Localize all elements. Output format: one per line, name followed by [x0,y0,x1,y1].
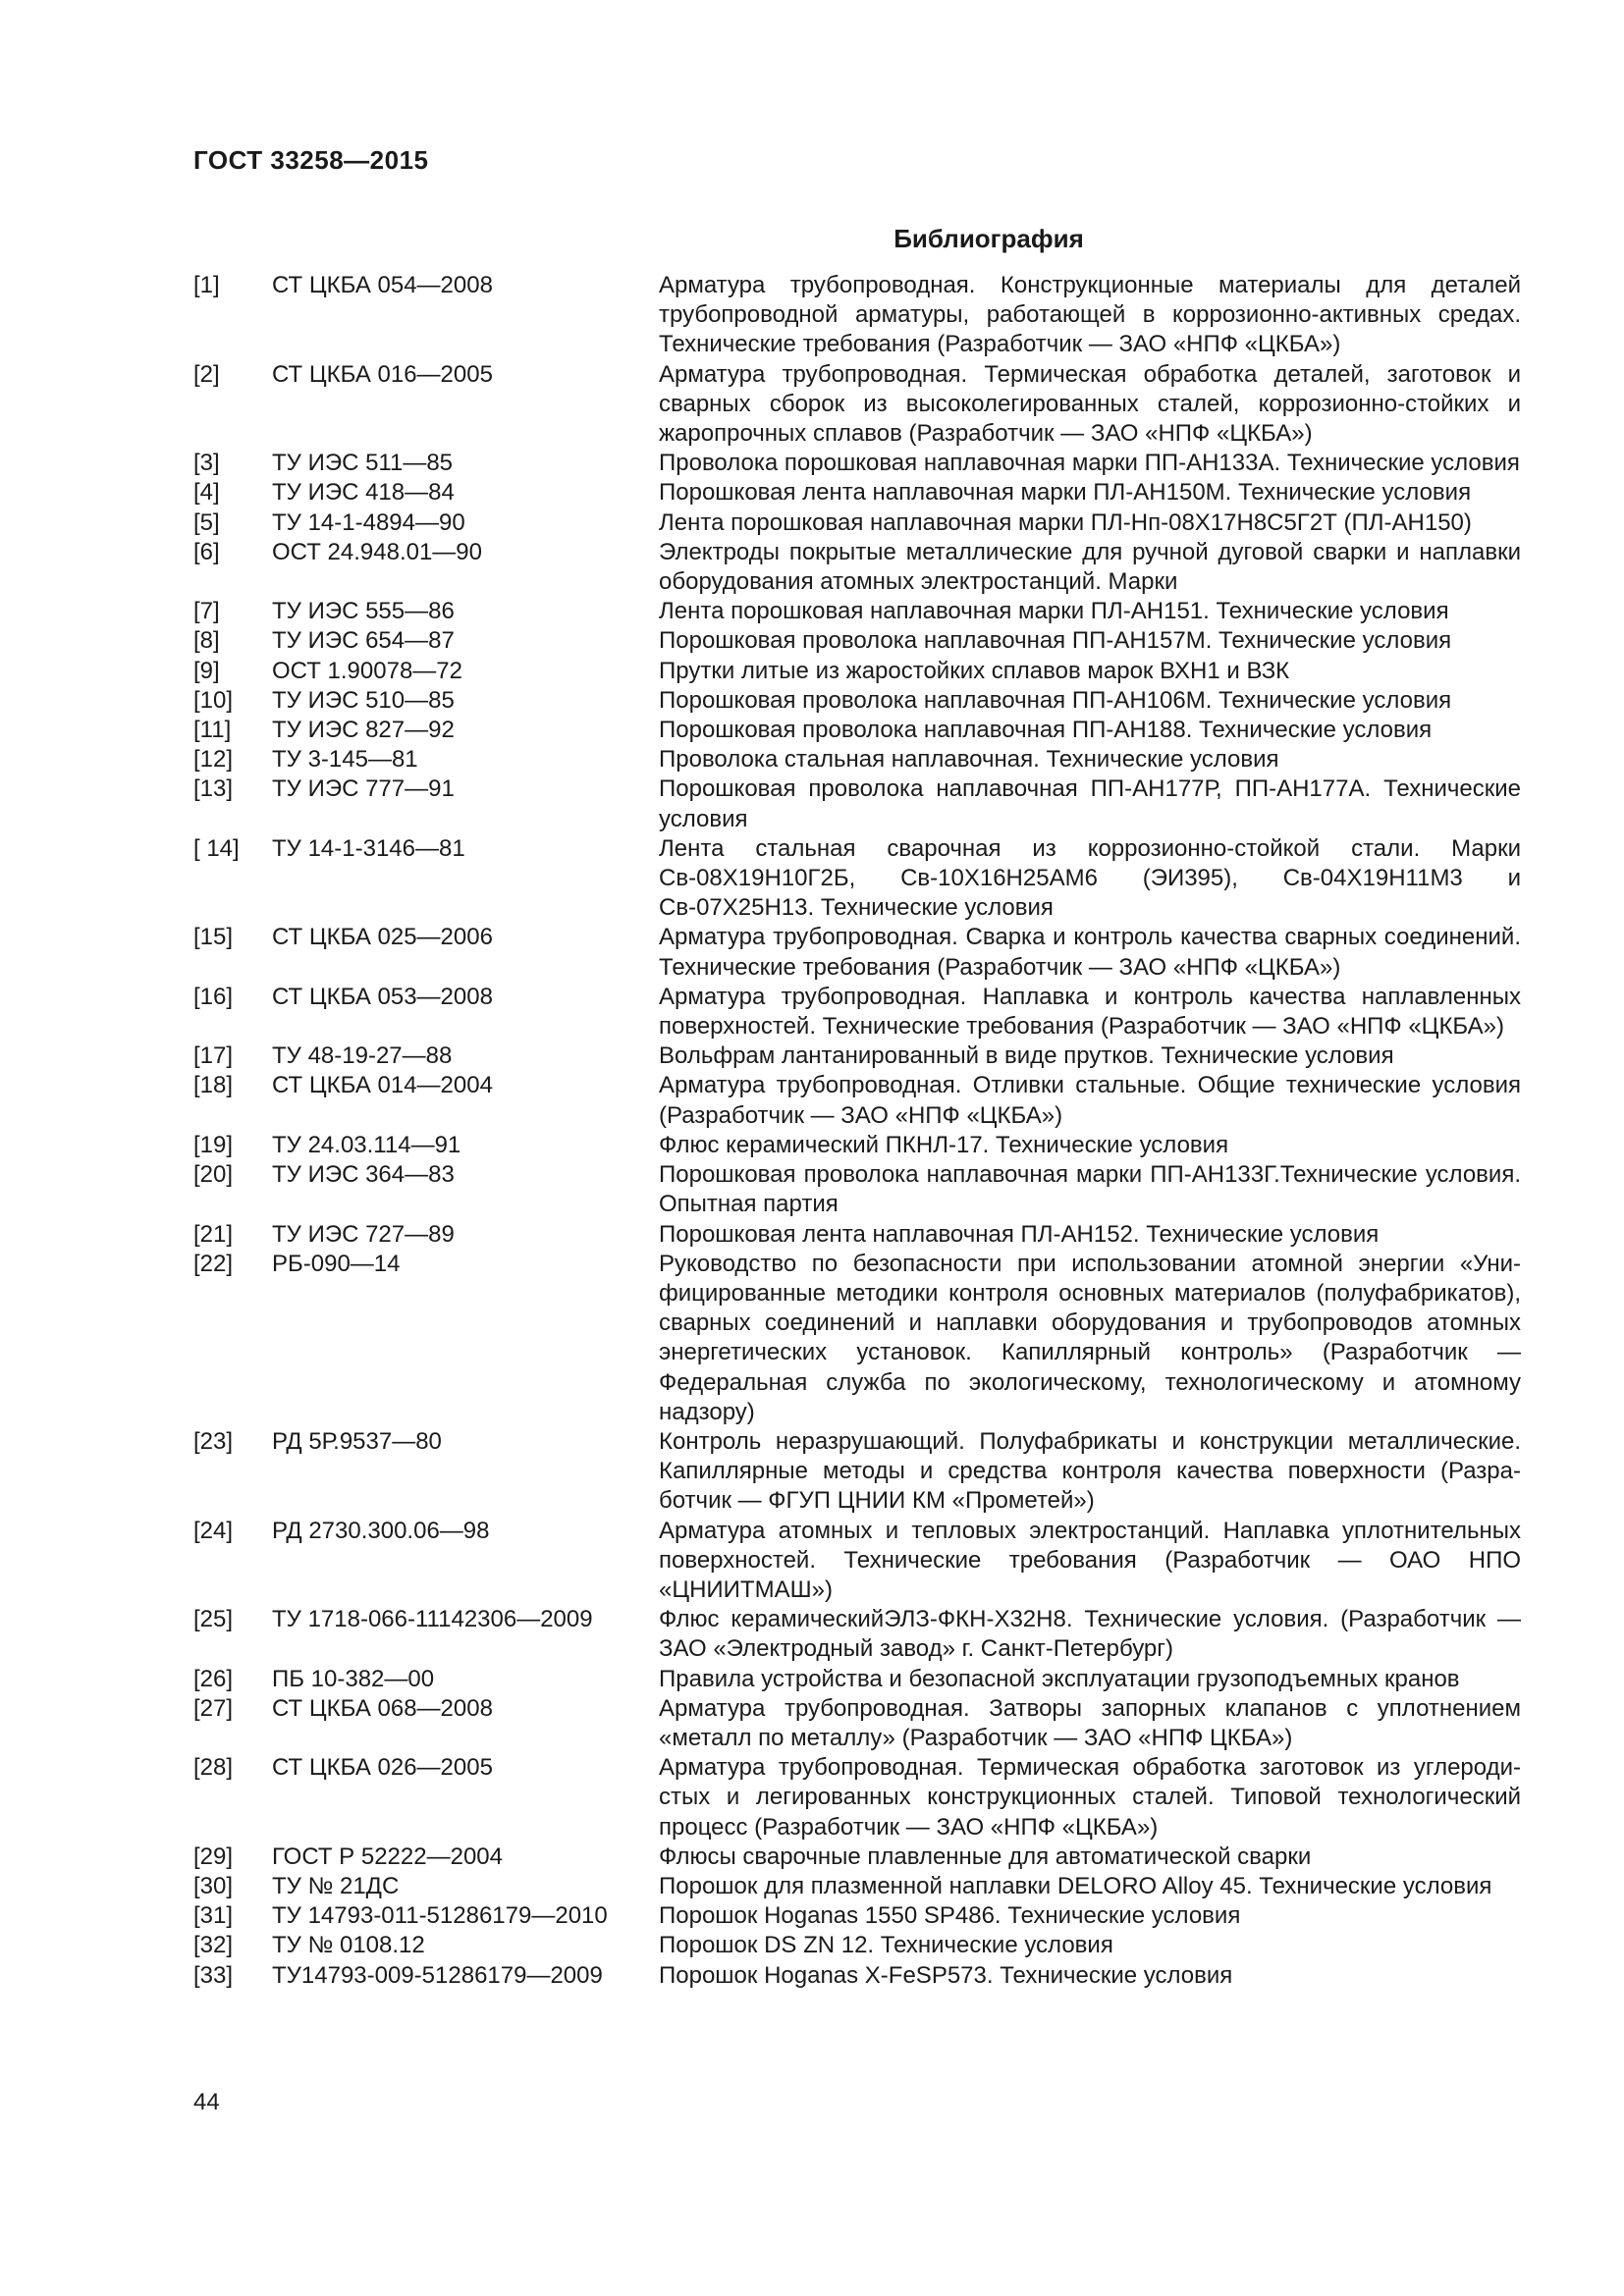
entry-number: [20] [193,1161,234,1189]
entry-number: [33] [193,1961,234,1989]
entry-title: Лента порошковая наплавочная марки ПЛ-Нп-08Х17Н8С5Г2Т (ПЛ-АН150) [659,508,1472,536]
entry-title: Порошковая проволока наплавочная ПП-АН106М. Технические условия [659,686,1452,714]
bibliography-entry [193,626,1521,656]
entry-designation: ТУ ИЭС 364—83 [272,1161,455,1189]
entry-number: [3] [193,450,220,477]
entry-title: Электроды покрытые металлические для ручной дуговой сварки и наплавки оборудования атомных электростанций. Марки [659,538,1521,596]
entry-number: [29] [193,1842,234,1870]
entry-title: Проволока порошковая наплавочная марки ПП-АН133А. Технические условия [659,450,1520,477]
entry-number: [25] [193,1606,234,1633]
entry-title: Порошковая проволока наплавочная ПП-АН177Р, ПП-АН177А. Технические условия [659,775,1521,832]
entry-title: Правила устройства и безопасной эксплуатации грузоподъемных кранов [659,1665,1460,1692]
entry-designation: РД 5Р.9537—80 [272,1427,442,1455]
entry-title: Арматура атомных и тепловых электростанций. Наплавка уплотнительных поверхностей. Технические требования (Разработчик — ОАО НПО «ЦНИИТМАШ») [659,1517,1521,1603]
entry-number: [13] [193,775,234,803]
entry-title: Лента порошковая наплавочная марки ПЛ-АН151. Технические условия [659,598,1449,625]
entry-title: Руководство по безопасности при использовании атомной энергии «Унифицированные методики контроля основных материалов (полуфабрикатов), сварных соединений и наплавки оборудования и трубопроводов атомных энергетических установок. Капиллярный контроль» (Разработчик — Федеральная служба по экологическому, технологическому и атомному надзору) [659,1250,1521,1425]
entry-designation: РБ-090—14 [272,1250,401,1277]
entry-designation: ТУ ИЭС 418—84 [272,479,455,507]
entry-number: [32] [193,1932,234,1959]
bibliography-entry [193,1071,1521,1130]
entry-number: [15] [193,924,234,951]
document-code-header: ГОСТ 33258—2015 [193,145,429,175]
entry-number: [7] [193,598,220,625]
entry-number: [18] [193,1072,234,1099]
entry-number: [31] [193,1902,234,1930]
entry-title: Вольфрам лантанированный в виде прутков. Технические условия [659,1042,1394,1070]
bibliography-entry [193,1250,1521,1427]
entry-designation: ТУ ИЭС 511—85 [272,450,454,477]
entry-title: Порошковая проволока наплавочная ПП-АН188. Технические условия [659,717,1433,744]
bibliography-entry [193,1220,1521,1250]
entry-designation: ТУ 48-19-27—88 [272,1042,453,1070]
entry-designation: СТ ЦКБА 014—2004 [272,1072,493,1099]
bibliography-entry [193,1517,1521,1606]
entry-designation: СТ ЦКБА 016—2005 [272,360,493,388]
entry-number: [19] [193,1131,234,1158]
entry-designation: СТ ЦКБА 026—2005 [272,1754,493,1782]
bibliography-entry [193,1041,1521,1071]
entry-number: [10] [193,686,234,714]
bibliography-entry [193,1842,1521,1872]
bibliography-entry [193,1961,1521,1991]
page-number: 44 [193,2089,220,2115]
entry-designation: ТУ ИЭС 727—89 [272,1220,455,1248]
entry-number: [30] [193,1872,234,1899]
entry-title: Порошок DS ZN 12. Технические условия [659,1932,1113,1959]
entry-designation: ТУ ИЭС 654—87 [272,627,455,655]
bibliography-entry [193,774,1521,833]
entry-designation: ГОСТ Р 52222—2004 [272,1842,503,1870]
entry-title: Арматура трубопроводная. Термическая обработка заготовок из углеродистых и легированных конструкционных сталей. Типовой технологический процесс (Разработчик — ЗАО «НПФ «ЦКБА») [659,1754,1521,1841]
entry-designation: ТУ 14-1-4894—90 [272,508,465,536]
entry-number: [16] [193,983,234,1010]
entry-title: Арматура трубопроводная. Сварка и контроль качества сварных соединений. Технические требования (Разработчик — ЗАО «НПФ «ЦКБА») [659,924,1521,981]
entry-designation: ПБ 10-382—00 [272,1665,435,1692]
entry-designation: ОСТ 1.90078—72 [272,657,462,684]
bibliography-entry [193,716,1521,745]
entry-designation: ТУ 24.03.114—91 [272,1131,461,1158]
bibliography-entry [193,1931,1521,1960]
bibliography-entry [193,1131,1521,1160]
entry-number: [6] [193,538,220,565]
bibliography-entry [193,508,1521,538]
bibliography-entry [193,923,1521,982]
entry-number: [22] [193,1250,234,1277]
entry-number: [24] [193,1517,234,1544]
entry-designation: ТУ 3-145—81 [272,746,418,774]
entry-number: [9] [193,657,220,684]
bibliography-entry [193,1694,1521,1753]
bibliography-entry [193,1753,1521,1842]
entry-number: [11] [193,717,232,744]
entry-title: Флюс керамическийЭЛЗ-ФКН-Х32Н8. Технические условия. (Разработчик — ЗАО «Электродный завод» г. Санкт-Петербург) [659,1606,1521,1663]
entry-designation: ТУ ИЭС 510—85 [272,686,455,714]
bibliography-entry [193,478,1521,507]
entry-number: [17] [193,1042,234,1070]
bibliography-entry [193,597,1521,626]
bibliography-entry [193,686,1521,716]
entry-designation: ТУ № 21ДС [272,1872,400,1899]
entry-designation: ТУ14793-009-51286179—2009 [272,1961,603,1989]
entry-number: [28] [193,1754,234,1782]
entry-title: Порошковая проволока наплавочная марки ПП-АН133Г.Технические условия. Опытная партия [659,1161,1521,1218]
entry-number: [26] [193,1665,234,1692]
entry-title: Флюсы сварочные плавленные для автоматической сварки [659,1842,1312,1870]
entry-number: [ 14] [193,834,240,862]
entry-number: [8] [193,627,220,655]
entry-title: Арматура трубопроводная. Отливки стальные. Общие технические условия (Разработчик — ЗАО «НПФ «ЦКБА») [659,1072,1521,1129]
bibliography-entry [193,983,1521,1041]
entry-number: [4] [193,479,220,507]
bibliography-entry [193,271,1521,360]
entry-title: Прутки литые из жаростойких сплавов марок ВХН1 и ВЗК [659,657,1290,684]
entry-designation: ТУ ИЭС 555—86 [272,598,455,625]
entry-title: Порошок Hoganas 1550 SP486. Технические условия [659,1902,1241,1930]
entry-title: Порошок Hoganas X-FeSP573. Технические условия [659,1961,1233,1989]
entry-title: Арматура трубопроводная. Затворы запорных клапанов с уплотнением «металл по металлу» (Разработчик — ЗАО «НПФ ЦКБА») [659,1694,1521,1751]
entry-title: Арматура трубопроводная. Термическая обработка деталей, заготовок и сварных сборок из высоколегированных сталей, коррозионно-стойких и жаропрочных сплавов (Разработчик — ЗАО «НПФ «ЦКБА») [659,360,1521,448]
bibliography-entry [193,1872,1521,1901]
entry-number: [12] [193,746,234,774]
entry-title: Проволока стальная наплавочная. Технические условия [659,746,1279,774]
bibliography-entry [193,745,1521,774]
entry-designation: ТУ ИЭС 827—92 [272,717,455,744]
entry-number: [1] [193,272,220,298]
entry-designation: ТУ ИЭС 777—91 [272,775,455,803]
bibliography-entry [193,538,1521,597]
bibliography-entry [193,1427,1521,1517]
entry-designation: РД 2730.300.06—98 [272,1517,490,1544]
entry-number: [21] [193,1220,234,1248]
entry-title: Флюс керамический ПКНЛ-17. Технические условия [659,1131,1229,1158]
entry-number: [2] [193,360,220,388]
entry-title: Порошковая лента наплавочная ПЛ-АН152. Технические условия [659,1220,1380,1248]
entry-title: Контроль неразрушающий. Полуфабрикаты и конструкции металлические. Капиллярные методы и средства контроля качества поверхности (Разработчик — ФГУП ЦНИИ КМ «Прометей») [659,1427,1521,1515]
bibliography-entry [193,1160,1521,1219]
entry-title: Порошок для плазменной наплавки DELORO Alloy 45. Технические условия [659,1872,1492,1899]
entry-designation: СТ ЦКБА 025—2006 [272,924,493,951]
bibliography-list [193,271,1521,1991]
section-title: Библиография [893,224,1084,253]
entry-designation: ТУ № 0108.12 [272,1932,425,1959]
entry-title: Порошковая проволока наплавочная ПП-АН157М. Технические условия [659,627,1452,655]
bibliography-entry [193,1901,1521,1931]
entry-number: [5] [193,508,220,536]
bibliography-entry [193,834,1521,924]
entry-title: Лента стальная сварочная из коррозионно-стойкой стали. Марки Св-08Х19Н10Г2Б, Св-10Х16Н25АМ6 (ЭИ395), Св-04Х19Н11М3 и Св-07Х25Н13. Технические условия [659,834,1521,922]
entry-designation: ТУ 1718-066-11142306—2009 [272,1606,593,1633]
bibliography-entry [193,449,1521,478]
entry-designation: СТ ЦКБА 068—2008 [272,1694,493,1722]
entry-designation: СТ ЦКБА 054—2008 [272,272,493,298]
entry-title: Арматура трубопроводная. Конструкционные материалы для деталей трубопроводной арматуры, работающей в коррозионно-активных средах. Технические требования (Разработчик — ЗАО «НПФ «ЦКБА») [659,272,1521,358]
entry-designation: ТУ 14793-011-51286179—2010 [272,1902,608,1930]
entry-designation: СТ ЦКБА 053—2008 [272,983,493,1010]
entry-number: [23] [193,1427,234,1455]
entry-designation: ТУ 14-1-3146—81 [272,834,465,862]
bibliography-entry [193,657,1521,686]
bibliography-entry [193,1665,1521,1694]
bibliography-entry [193,1605,1521,1664]
bibliography-entry [193,360,1521,450]
entry-designation: ОСТ 24.948.01—90 [272,538,482,565]
entry-title: Порошковая лента наплавочная марки ПЛ-АН150М. Технические условия [659,479,1472,507]
entry-title: Арматура трубопроводная. Наплавка и контроль качества наплавленных поверхностей. Технические требования (Разработчик — ЗАО «НПФ «ЦКБА») [659,983,1521,1041]
entry-number: [27] [193,1694,234,1722]
